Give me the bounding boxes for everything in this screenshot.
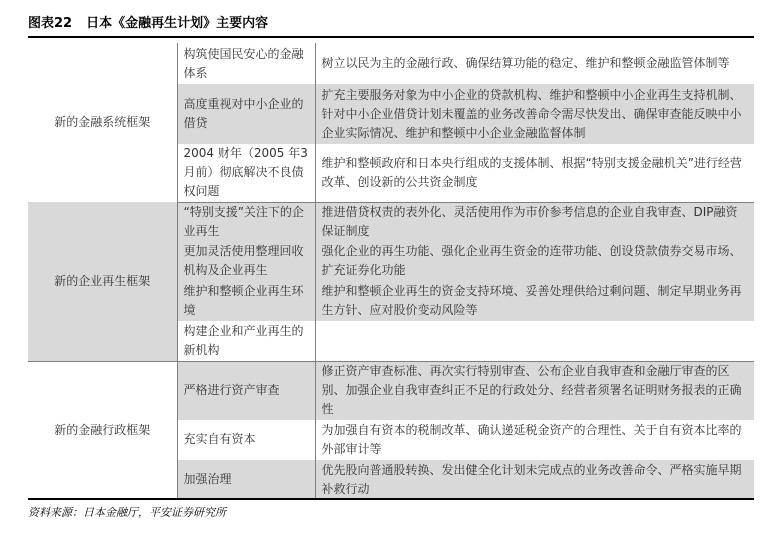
- item-cell: 高度重视对中小企业的借贷: [177, 84, 315, 144]
- item-cell: 维护和整顿企业再生环境: [177, 281, 315, 321]
- figure-caption: 日本《金融再生计划》主要内容: [86, 16, 269, 31]
- item-cell: 充实自有资本: [177, 420, 315, 460]
- group-name: 新的企业再生框架: [28, 202, 177, 362]
- group-name: 新的金融系统框架: [28, 43, 177, 202]
- desc-cell: 维护和整顿企业再生的资金支持环境、妥善处理供给过剩问题、制定早期业务再生方针、应对股价变动风险等: [315, 281, 754, 321]
- desc-cell: [315, 321, 754, 362]
- item-cell: “特别支援”关注下的企业再生: [177, 202, 315, 241]
- desc-cell: 为加强自有资本的税制改革、确认递延税金资产的合理性、关于自有资本比率的外部审计等: [315, 420, 754, 460]
- figure-title: [28, 14, 754, 38]
- desc-cell: 修正资产审查标准、再次实行特别审查、公布企业自我审查和金融厅审查的区别、加强企业自我审查纠正不足的行政处分、经营者须署名证明财务报表的正确性: [315, 362, 754, 420]
- desc-cell: 推进借贷权责的表外化、灵活使用作为市价参考信息的企业自我审查、DIP融资保证制度: [315, 202, 754, 241]
- desc-cell: 优先股向普通股转换、发出健全化计划未完成点的业务改善命令、严格实施早期补救行动: [315, 460, 754, 500]
- item-cell: 加强治理: [177, 460, 315, 500]
- group-name: 新的金融行政框架: [28, 362, 177, 500]
- desc-cell: 强化企业的再生功能、强化企业再生资金的连带功能、创设贷款债券交易市场、扩充证券化功能: [315, 241, 754, 281]
- desc-cell: 扩充主要服务对象为中小企业的贷款机构、维护和整顿中小企业再生支持机制、针对中小企业借贷计划未覆盖的业务改善命令需尽快发出、确保审查能反映中小企业实际情况、维护和整顿中小企业金融监督体制: [315, 84, 754, 144]
- source-note: 资料来源：日本金融厅，平安证券研究所: [28, 498, 754, 520]
- desc-cell: 树立以民为主的金融行政、确保结算功能的稳定、维护和整顿金融监管体制等: [315, 43, 754, 84]
- item-cell: 2004 财年（2005 年3 月前）彻底解决不良债权问题: [177, 144, 315, 202]
- item-cell: 构筑使国民安心的金融体系: [177, 43, 315, 84]
- item-cell: 更加灵活使用整理回收机构及企业再生: [177, 241, 315, 281]
- content-table: [28, 43, 754, 500]
- table-row: [28, 362, 754, 420]
- item-cell: 严格进行资产审查: [177, 362, 315, 420]
- item-cell: 构建企业和产业再生的新机构: [177, 321, 315, 362]
- table-row: [28, 43, 754, 84]
- desc-cell: 维护和整顿政府和日本央行组成的支援体制、根据“特别支援金融机关”进行经营改革、创设新的公共资金制度: [315, 144, 754, 202]
- table-row: [28, 202, 754, 241]
- figure-number: 图表22: [28, 16, 73, 31]
